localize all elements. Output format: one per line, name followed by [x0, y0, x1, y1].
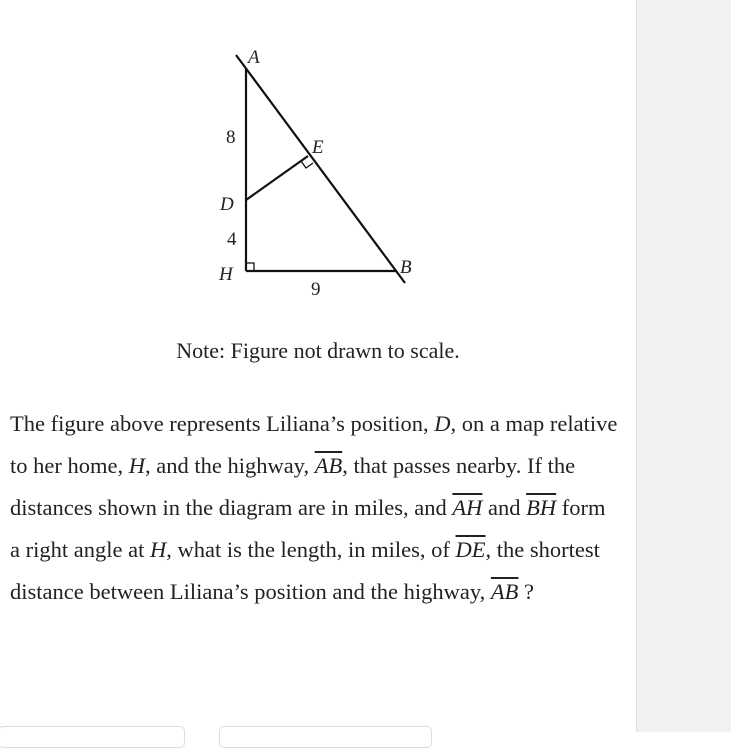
answer-choice-a[interactable]: [0, 726, 185, 748]
length-ad: 8: [226, 127, 236, 148]
right-angle-h: [246, 263, 254, 271]
label-e: E: [312, 137, 324, 158]
right-angle-e: [301, 161, 313, 168]
question-text: The figure above represents Liliana’s position, D, on a map relative to her home, H, and the highway, $\overline{AB}$, that passes nearby. If the distances shown in the diagram are in miles, and $\overline{AH}$ and $\overline{BH}$ form a right angle at H, what is the length, in miles, of $\overline{DE}$, the shortest distance between Liliana’s position and the highway, $\overline{AB}$ ?: [10, 411, 618, 604]
label-b: B: [400, 257, 412, 278]
figure-note: Note: Figure not drawn to scale.: [176, 338, 460, 363]
length-hb: 9: [311, 279, 321, 300]
label-d: D: [220, 194, 234, 215]
label-h: H: [219, 264, 233, 285]
line-ab: [236, 55, 405, 283]
answer-choice-b[interactable]: [219, 726, 432, 748]
length-dh: 4: [227, 229, 237, 250]
segment-de: [246, 156, 308, 200]
triangle-figure: [0, 0, 636, 310]
label-a: A: [248, 47, 260, 68]
side-panel: [636, 0, 731, 732]
